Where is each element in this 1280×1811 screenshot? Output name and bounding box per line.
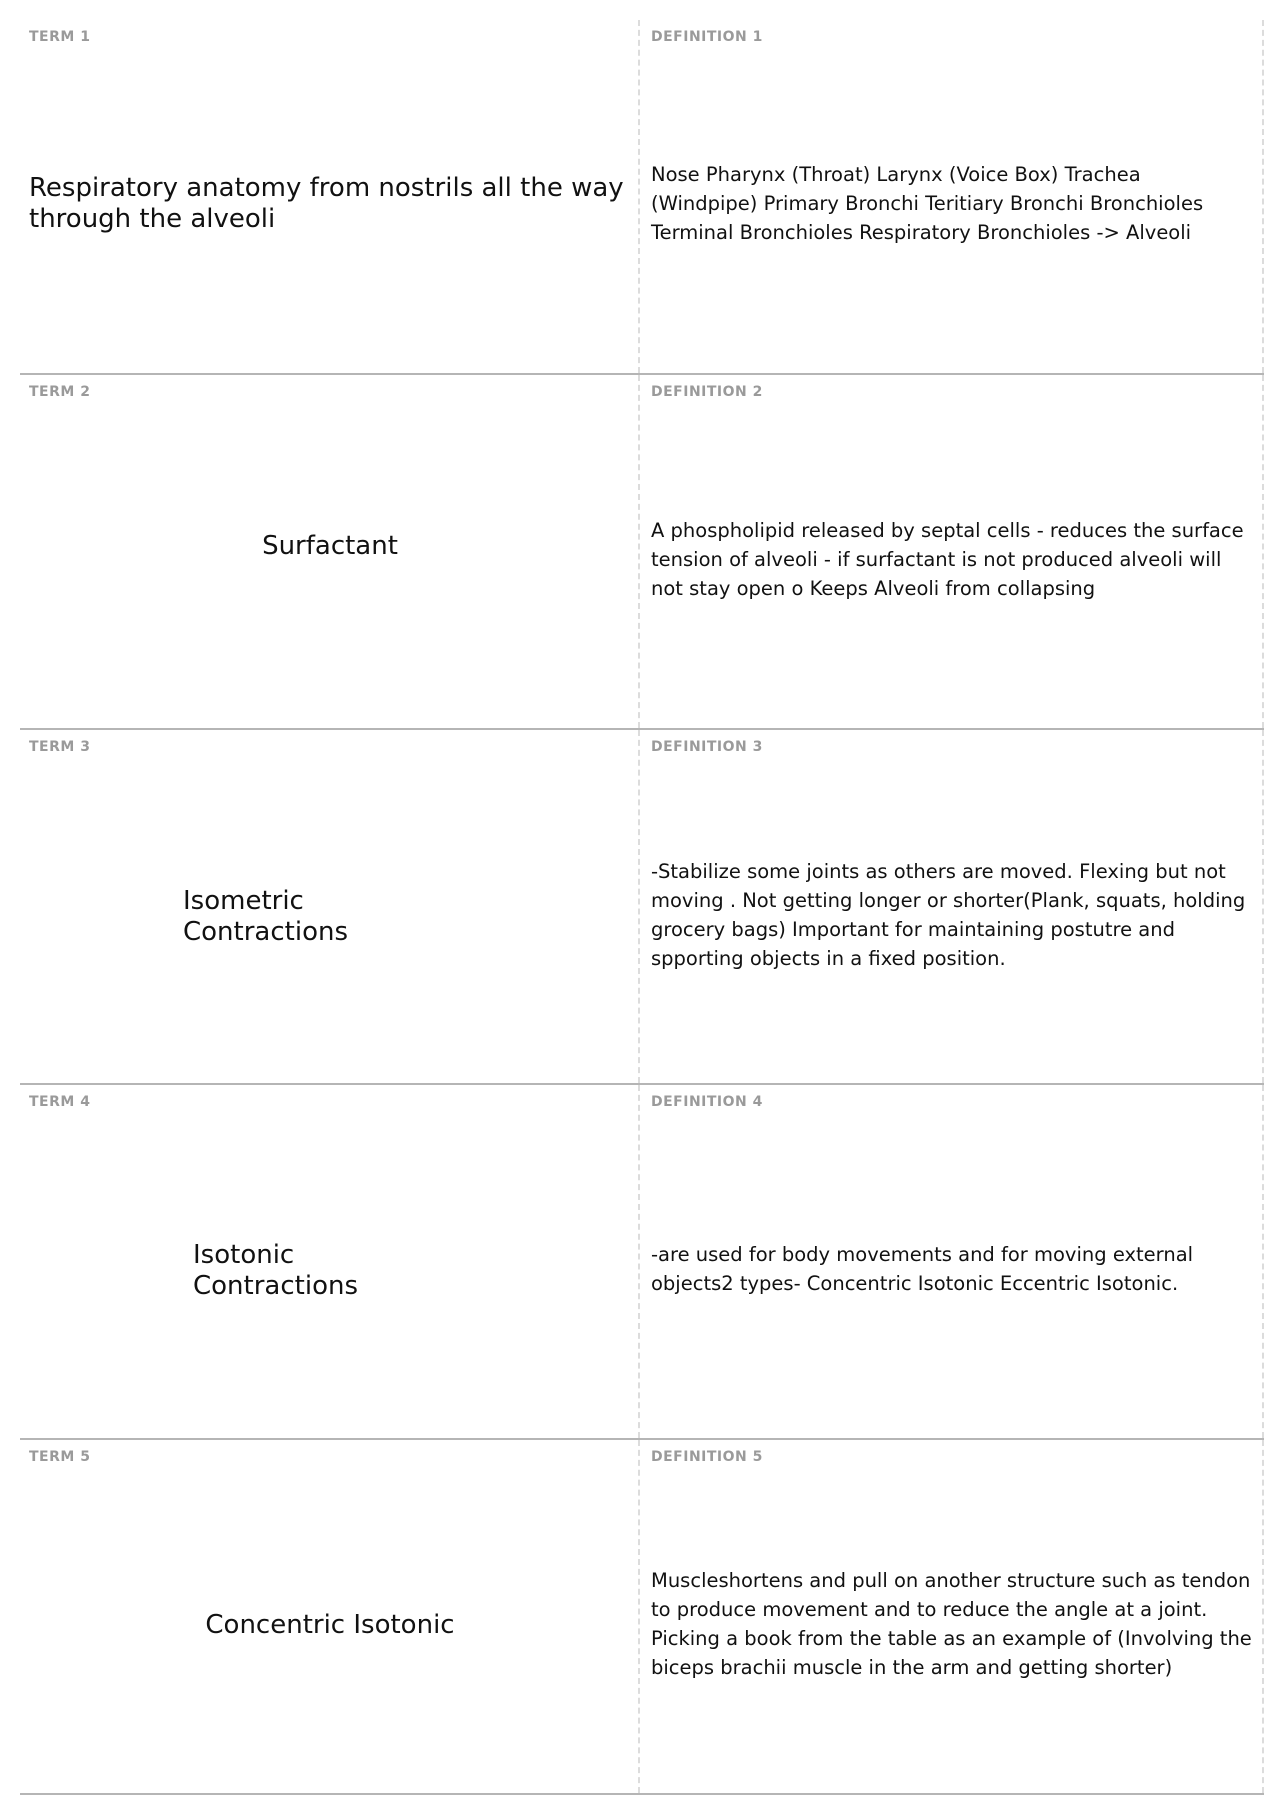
term-cell-4 bbox=[20, 1085, 640, 1438]
definition-text-5: Muscleshortens and pull on another structure such as tendon to produce movement and to reduce the angle at a joint. Picking a book from the table as an example of (Involving the biceps brachii muscle in the arm and getting shorter) bbox=[651, 1569, 1252, 1679]
definition-text-2: A phospholipid released by septal cells - reduces the surface tension of alveoli - if surfactant is not produced alveoli will not stay open o Keeps Alveoli from collapsing bbox=[651, 519, 1244, 600]
term-cell-3 bbox=[20, 730, 640, 1083]
flashcard-sheet bbox=[20, 20, 1264, 1795]
term-label-5: TERM 5 bbox=[29, 1449, 91, 1465]
definition-cell-3 bbox=[640, 730, 1264, 1083]
flashcard-row-4 bbox=[20, 1085, 1264, 1440]
term-cell-1 bbox=[20, 20, 640, 373]
flashcard-row-1 bbox=[20, 20, 1264, 375]
flashcard-row-3 bbox=[20, 730, 1264, 1085]
definition-text-1: Nose Pharynx (Throat) Larynx (Voice Box) Trachea (Windpipe) Primary Bronchi Teritiary Bronchi Bronchioles Terminal Bronchioles Respiratory Bronchioles -> Alveoli bbox=[651, 163, 1204, 244]
term-cell-5 bbox=[20, 1440, 640, 1793]
definition-cell-5 bbox=[640, 1440, 1264, 1793]
term-text-4: Isotonic Contractions bbox=[193, 1240, 359, 1301]
definition-label-4: DEFINITION 4 bbox=[651, 1094, 763, 1110]
definition-label-3: DEFINITION 3 bbox=[651, 739, 763, 755]
definition-text-4: -are used for body movements and for moving external objects2 types- Concentric Isotonic Eccentric Isotonic. bbox=[651, 1243, 1194, 1295]
term-label-3: TERM 3 bbox=[29, 739, 91, 755]
definition-text-3: -Stabilize some joints as others are moved. Flexing but not moving . Not getting longer or shorter(Plank, squats, holding grocery bags) Important for maintaining postutre and spporting objects in a fixed position. bbox=[651, 860, 1246, 970]
term-label-1: TERM 1 bbox=[29, 29, 91, 45]
term-label-4: TERM 4 bbox=[29, 1094, 91, 1110]
definition-label-2: DEFINITION 2 bbox=[651, 384, 763, 400]
term-text-5: Concentric Isotonic bbox=[205, 1610, 455, 1640]
term-text-3: Isometric Contractions bbox=[183, 886, 349, 947]
term-text-2: Surfactant bbox=[262, 531, 398, 561]
definition-cell-1 bbox=[640, 20, 1264, 373]
term-text-1: Respiratory anatomy from nostrils all the way through the alveoli bbox=[29, 173, 624, 234]
definition-cell-2 bbox=[640, 375, 1264, 728]
flashcard-row-2 bbox=[20, 375, 1264, 730]
definition-label-1: DEFINITION 1 bbox=[651, 29, 763, 45]
term-cell-2 bbox=[20, 375, 640, 728]
term-label-2: TERM 2 bbox=[29, 384, 91, 400]
definition-cell-4 bbox=[640, 1085, 1264, 1438]
definition-label-5: DEFINITION 5 bbox=[651, 1449, 763, 1465]
flashcard-row-5 bbox=[20, 1440, 1264, 1795]
